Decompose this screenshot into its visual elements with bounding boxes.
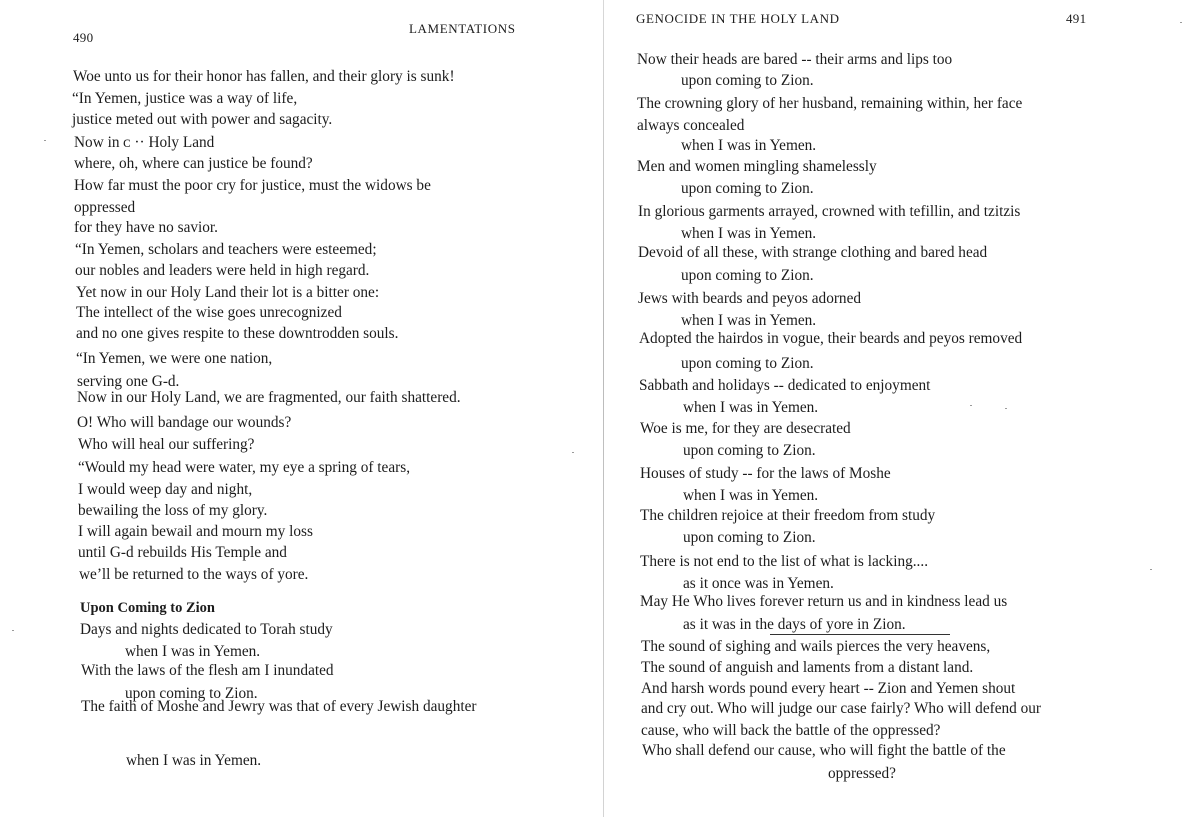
text-line: Jews with beards and peyos adorned: [638, 290, 862, 307]
text-line: as it once was in Yemen.: [683, 575, 834, 592]
text-line: we’ll be returned to the ways of yore.: [79, 566, 309, 583]
text-line: oppressed: [74, 199, 136, 216]
text-line: How far must the poor cry for justice, must the widows be: [74, 177, 431, 194]
text-line: O! Who will bandage our wounds?: [77, 414, 292, 431]
text-line: Woe is me, for they are desecrated: [640, 420, 851, 437]
text-line: when I was in Yemen.: [681, 225, 817, 242]
text-line: May He Who lives forever return us and in kindness lead us: [640, 593, 1008, 610]
text-line: as it was in the days of yore in Zion.: [683, 616, 906, 633]
text-line: justice meted out with power and sagacity.: [72, 111, 333, 128]
text-line: oppressed?: [828, 765, 896, 782]
running-head: GENOCIDE IN THE HOLY LAND: [636, 11, 840, 26]
text-line: upon coming to Zion.: [681, 72, 814, 89]
text-line: upon coming to Zion.: [681, 180, 814, 197]
text-line: Devoid of all these, with strange clothing and bared head: [638, 244, 988, 261]
scan-speck: [572, 452, 574, 453]
text-line: bewailing the loss of my glory.: [78, 502, 268, 519]
text-line: when I was in Yemen.: [683, 399, 819, 416]
text-line: The sound of anguish and laments from a distant land.: [641, 659, 974, 676]
text-line: Now their heads are bared -- their arms and lips too: [637, 51, 953, 68]
text-line: Houses of study -- for the laws of Moshe: [640, 465, 891, 482]
text-line: where, oh, where can justice be found?: [74, 155, 313, 172]
text-line: cause, who will back the battle of the oppressed?: [641, 722, 941, 739]
text-line: serving one G-d.: [77, 373, 180, 390]
text-line: With the laws of the flesh am I inundated: [81, 662, 334, 679]
running-head: LAMENTATIONS: [409, 21, 516, 36]
text-line: when I was in Yemen.: [681, 137, 817, 154]
text-line: The intellect of the wise goes unrecognized: [76, 304, 342, 321]
text-line: upon coming to Zion.: [683, 442, 816, 459]
text-line: “In Yemen, justice was a way of life,: [72, 90, 298, 107]
text-line: for they have no savior.: [74, 219, 219, 236]
scan-speck: [44, 140, 46, 141]
scan-speck: [970, 405, 972, 406]
scan-speck: [1150, 569, 1152, 570]
text-line: “In Yemen, we were one nation,: [76, 350, 273, 367]
text-line: In glorious garments arrayed, crowned with tefillin, and tzitzis: [638, 203, 1021, 220]
text-line: upon coming to Zion.: [683, 529, 816, 546]
text-line: And harsh words pound every heart -- Zion and Yemen shout: [641, 680, 1016, 697]
text-line: and no one gives respite to these downtrodden souls.: [76, 325, 399, 342]
underline-mark: [770, 634, 950, 635]
right-page: [600, 0, 1198, 817]
text-line: “In Yemen, scholars and teachers were esteemed;: [75, 241, 377, 258]
page-number: 490: [73, 30, 94, 45]
scan-speck: [1180, 22, 1182, 23]
text-line: There is not end to the list of what is lacking....: [640, 553, 929, 570]
text-line: Adopted the hairdos in vogue, their beards and peyos removed: [639, 330, 1023, 347]
text-line: upon coming to Zion.: [681, 267, 814, 284]
text-line: The sound of sighing and wails pierces the very heavens,: [641, 638, 991, 655]
text-line: our nobles and leaders were held in high regard.: [75, 262, 370, 279]
text-line: Sabbath and holidays -- dedicated to enjoyment: [639, 377, 931, 394]
text-line: Days and nights dedicated to Torah study: [80, 621, 333, 638]
text-line: until G-d rebuilds His Temple and: [78, 544, 287, 561]
text-line: Woe unto us for their honor has fallen, and their glory is sunk!: [73, 68, 455, 85]
text-line: upon coming to Zion.: [125, 685, 258, 702]
text-line: Men and women mingling shamelessly: [637, 158, 877, 175]
text-line: Who will heal our suffering?: [78, 436, 255, 453]
text-line: always concealed: [637, 117, 745, 134]
text-line: and cry out. Who will judge our case fairly? Who will defend our: [641, 700, 1042, 717]
text-line: upon coming to Zion.: [681, 355, 814, 372]
section-heading: Upon Coming to Zion: [80, 600, 215, 616]
page-number: 491: [1066, 11, 1087, 26]
text-line: The faith of Moshe and Jewry was that of every Jewish daughter: [81, 698, 477, 715]
text-line: Yet now in our Holy Land their lot is a bitter one:: [76, 284, 380, 301]
text-line: The crowning glory of her husband, remaining within, her face: [637, 95, 1023, 112]
text-line: “Would my head were water, my eye a spring of tears,: [78, 459, 411, 476]
text-line: when I was in Yemen.: [681, 312, 817, 329]
scan-speck: [12, 630, 14, 631]
text-line: when I was in Yemen.: [125, 643, 261, 660]
text-line: Who shall defend our cause, who will fight the battle of the: [642, 742, 1006, 759]
text-line: I will again bewail and mourn my loss: [78, 523, 313, 540]
text-line: Now in our Holy Land, we are fragmented, our faith shattered.: [77, 389, 461, 406]
text-line: Now in ᴄ ·· Holy Land: [74, 134, 215, 151]
text-line: when I was in Yemen.: [683, 487, 819, 504]
scan-speck: [1005, 408, 1007, 409]
text-line: I would weep day and night,: [78, 481, 253, 498]
text-line: when I was in Yemen.: [126, 752, 262, 769]
text-line: The children rejoice at their freedom from study: [640, 507, 936, 524]
